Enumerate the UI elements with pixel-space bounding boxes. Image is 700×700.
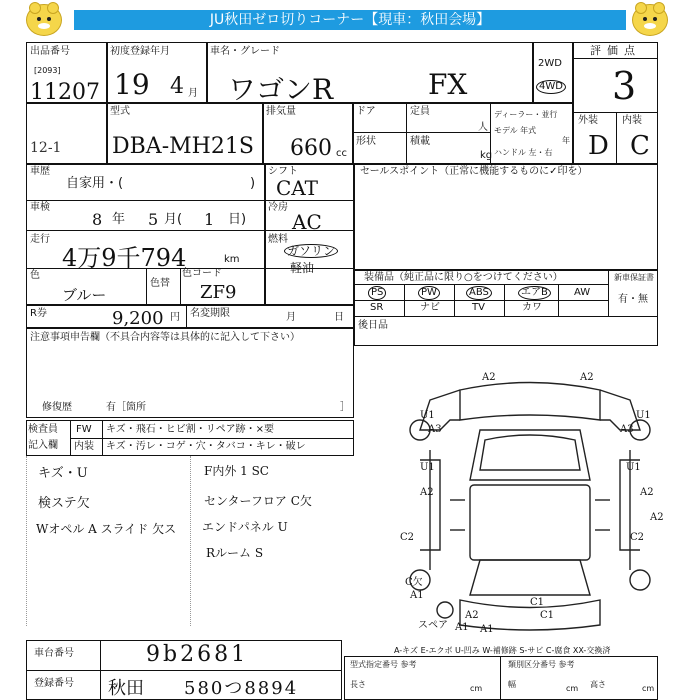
equipment-label: 装備品（純正品に限り○をつけてください） — [364, 272, 563, 283]
first-reg-month: 4 — [170, 74, 184, 99]
repair-close: ］ — [340, 402, 350, 413]
int-grade: C — [630, 131, 650, 161]
dealer-label: ディーラー・並行 — [494, 110, 558, 119]
damage-mark: C1 — [530, 597, 545, 608]
usage-label: 車歴 — [30, 166, 50, 177]
repair-value: 有［箇所 — [106, 402, 146, 413]
name-grade-label: 車名・グレード — [210, 46, 280, 57]
equip-leather: カワ — [522, 302, 542, 313]
height-cm: cm — [642, 684, 655, 693]
inspector-label-1: 検査員 — [28, 424, 58, 435]
damage-mark: U1 — [626, 462, 641, 473]
note-left-2: 検ステ欠 — [38, 496, 90, 511]
drive-4wd: 4WD — [536, 80, 566, 94]
inspector-fw: FW — [76, 424, 92, 435]
note-left-1: キズ・U — [38, 466, 88, 481]
car-name: ワゴンR — [228, 73, 334, 106]
load-label: 積載 — [410, 136, 430, 147]
inspection-month-unit: 月( — [164, 212, 183, 227]
width-cm: cm — [566, 684, 579, 693]
damage-mark: A2 — [482, 372, 496, 383]
drive-2wd: 2WD — [538, 58, 562, 69]
first-reg-month-unit: 月 — [188, 88, 198, 99]
inspection-day: 1 — [204, 210, 215, 229]
inspector-label-2: 記入欄 — [28, 440, 58, 451]
damage-mark: A1 — [480, 624, 494, 635]
reg-number: 580つ8894 — [184, 678, 299, 699]
damage-mark: C2 — [630, 532, 645, 543]
color-label: 色 — [30, 270, 40, 281]
damage-mark: U1 — [420, 410, 435, 421]
model-label: 型式 — [110, 106, 130, 117]
mileage-label: 走行 — [30, 234, 50, 245]
damage-mark: U1 — [420, 462, 435, 473]
note-right-4: Rルーム S — [206, 546, 264, 560]
name-change-day: 日 — [334, 312, 344, 323]
equip-ps: PS — [368, 286, 386, 300]
fuel-label: 燃料 — [268, 234, 288, 245]
damage-mark: U1 — [636, 410, 651, 421]
height-label: 高さ — [590, 680, 606, 689]
damage-mark: C欠 — [405, 577, 423, 588]
type-designation-label: 型式指定番号 参考 — [350, 660, 417, 669]
cc-unit: cc — [336, 148, 347, 159]
mascot-bear-left-icon — [26, 4, 62, 36]
after-label: 後日品 — [358, 320, 388, 331]
damage-mark: A2 — [640, 487, 654, 498]
year-unit: 年 — [562, 136, 570, 145]
warranty-value: 有・無 — [618, 294, 648, 305]
length-label: 長さ — [350, 680, 366, 689]
lot-number: 11207 — [30, 80, 100, 105]
category-label: 類別区分番号 参考 — [508, 660, 575, 669]
header-title: JU秋田ゼロ切りコーナー【現車：秋田会場】 — [74, 10, 626, 30]
color-change-label: 色替 — [150, 278, 170, 289]
color: ブルー — [62, 286, 107, 304]
equip-abs: ABS — [466, 286, 492, 300]
damage-mark: A2 — [650, 512, 664, 523]
name-change-label: 名変期限 — [190, 308, 230, 319]
ac-label: 冷房 — [268, 202, 288, 213]
note-right-3: エンドパネル U — [202, 520, 288, 534]
fuel-light-oil: 軽油 — [290, 261, 315, 275]
shift-label: シフト — [268, 166, 298, 177]
handle-label: ハンドル 左・右 — [494, 148, 553, 157]
inspection-year-unit: 年 — [112, 212, 126, 227]
damage-mark: C2 — [400, 532, 415, 543]
damage-legend: A-キズ E-エクボ U-凹み W-補修跡 S-サビ C-腐食 XX-交換済 — [394, 646, 611, 655]
equip-navi: ナビ — [420, 302, 440, 313]
shape-label: 形状 — [356, 136, 376, 147]
lot-label: 出品番号 — [30, 46, 70, 57]
score: 3 — [612, 64, 637, 108]
usage: 自家用・( — [66, 176, 124, 191]
color-code-label: 色コード — [182, 268, 222, 279]
damage-mark: スペア — [418, 620, 448, 631]
ext-label: 外装 — [578, 115, 598, 126]
length-cm: cm — [470, 684, 483, 693]
damage-mark: C1 — [540, 610, 555, 621]
reg-area: 秋田 — [108, 678, 144, 699]
notes-label: 注意事項申告欄（不具合内容等は具体的に記入して下さい） — [30, 332, 300, 343]
note-left-3: Wオペル A スライド 欠ス — [36, 522, 177, 536]
equip-aw: AW — [574, 287, 591, 298]
equip-airbag: エアB — [518, 286, 551, 300]
first-reg-year: 19 — [114, 68, 150, 101]
displacement: 660 — [290, 136, 332, 161]
chassis-label: 車台番号 — [34, 648, 74, 659]
damage-mark: A3 — [620, 424, 634, 435]
shift: CAT — [276, 176, 318, 200]
capacity-label: 定員 — [410, 106, 430, 117]
note-right-2: センターフロア C欠 — [204, 494, 312, 508]
usage-close: ) — [250, 176, 256, 191]
damage-mark: A2 — [465, 610, 479, 621]
int-label: 内装 — [622, 115, 642, 126]
reg-label: 登録番号 — [34, 678, 74, 689]
width-label: 幅 — [508, 680, 516, 689]
inspection-month: 5 — [148, 210, 159, 229]
equip-pw: PW — [418, 286, 440, 300]
first-reg-label: 初度登録年月 — [110, 46, 170, 57]
car-damage-diagram — [390, 360, 680, 640]
name-change-month: 月 — [286, 312, 296, 323]
grade: FX — [428, 68, 468, 101]
damage-mark: A3 — [428, 424, 442, 435]
repair-label: 修復歴 — [42, 402, 72, 413]
warranty-label: 新車保証書 — [614, 273, 654, 282]
ext-grade: D — [588, 131, 609, 161]
note-right-1: F内外 1 SC — [204, 464, 269, 478]
recycle-label: R券 — [30, 308, 47, 319]
mileage: 4万9千794 — [62, 244, 187, 272]
door-label: ドア — [356, 106, 376, 117]
inspector-nai-items: キズ・汚レ・コゲ・穴・タバコ・キレ・破レ — [106, 441, 306, 452]
color-code: ZF9 — [200, 282, 237, 303]
inspector-nai: 内装 — [74, 441, 94, 452]
kg-unit: kg — [480, 150, 493, 161]
model-year-label: モデル 年式 — [494, 126, 537, 135]
persons-unit: 人 — [478, 122, 488, 133]
sales-point-section — [354, 164, 658, 270]
lot-extra: 12-1 — [30, 140, 62, 156]
mascot-bear-right-icon — [632, 4, 668, 36]
damage-mark: A2 — [580, 372, 594, 383]
recycle: 9,200 — [112, 308, 164, 329]
damage-mark: A1 — [455, 622, 469, 633]
lot-small: [2093] — [34, 66, 61, 75]
damage-mark: A2 — [420, 487, 434, 498]
damage-mark: A1 — [410, 590, 424, 601]
equip-sr: SR — [370, 302, 384, 313]
inspector-fw-items: キズ・飛石・ヒビ割・リペア跡・×要 — [106, 424, 274, 435]
ac: AC — [292, 210, 322, 234]
model: DBA-MH21S — [112, 134, 254, 159]
displacement-label: 排気量 — [266, 106, 296, 117]
inspection-day-unit: 日) — [228, 212, 247, 227]
yen-unit: 円 — [170, 312, 180, 323]
chassis-number: 9b2681 — [146, 642, 249, 667]
score-label: 評価点 — [590, 44, 641, 57]
inspection-label: 車検 — [30, 202, 50, 213]
header — [0, 0, 700, 42]
km-unit: km — [224, 254, 240, 265]
fuel-gasoline: ガソリン — [284, 244, 338, 258]
sales-point-label: セールスポイント（正常に機能するものに✓印を） — [360, 166, 588, 177]
equip-tv: TV — [472, 302, 485, 313]
inspection-year: 8 — [92, 210, 103, 229]
